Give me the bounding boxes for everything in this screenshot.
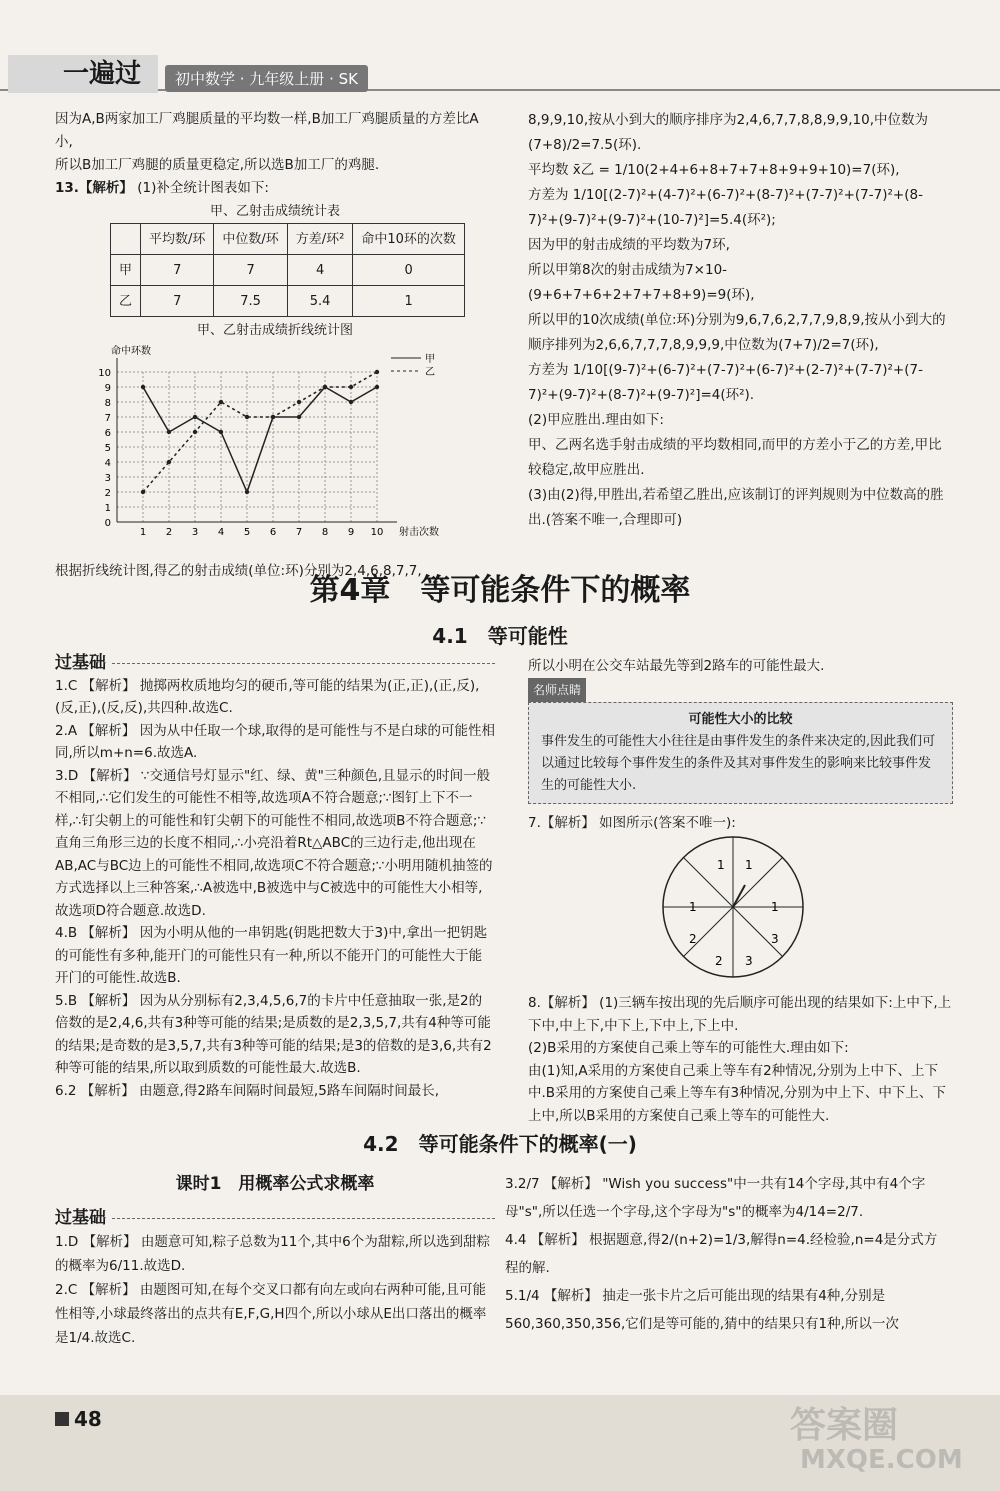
page-header: [0, 55, 1000, 97]
answer-item: 1.D 【解析】 由题意可知,粽子总数为11个,其中6个为甜粽,所以选到甜粽的概率为6/11.故选D.: [55, 1234, 490, 1274]
answer-item: 3.2/7 【解析】 "Wish you success"中一共有14个字母,其中有4个字母"s",所以任选一个字母,这个字母为"s"的概率为4/14=2/7.: [505, 1176, 926, 1220]
practice-heading-label: 过基础: [55, 1208, 106, 1228]
x-tick-label: 3: [191, 527, 199, 538]
y-tick-label: 3: [104, 473, 111, 484]
data-point: [141, 490, 145, 494]
table-cell: 7: [141, 286, 214, 317]
answer-item: 5.1/4 【解析】 抽走一张卡片之后可能出现的结果有4种,分别是560,360,350,356,它们是等可能的,猜中的结果只有1种,所以一次: [505, 1288, 899, 1332]
section-4-2-right: [505, 1170, 950, 1338]
y-tick-label: 7: [104, 413, 111, 424]
data-point: [167, 460, 171, 464]
y-tick-label: 0: [104, 518, 111, 529]
solution-line: 方差为 1/10[(2-7)²+(4-7)²+(6-7)²+(8-7)²+(7-7)²+(7-7)²+(8-7)²+(9-7)²+(9-7)²+(10-7)²]=5.4(环²);: [528, 187, 923, 228]
legend-label: 甲: [425, 354, 435, 365]
chapter-title: 第4章 等可能条件下的概率: [309, 573, 691, 608]
answer-tag: 13.【解析】: [55, 180, 133, 196]
table-cell: 5.4: [287, 286, 353, 317]
solution-line: 甲、乙两名选手射击成绩的平均数相同,而甲的方差小于乙的方差,甲比较稳定,故甲应胜出.: [528, 437, 942, 478]
data-point: [297, 415, 301, 419]
x-tick-label: 6: [269, 527, 277, 538]
table-cell: 7.5: [214, 286, 287, 317]
sector-label: 1: [689, 899, 697, 914]
data-point: [245, 490, 249, 494]
question-text: (1)补全统计图表如下:: [137, 180, 269, 196]
y-tick-label: 5: [104, 443, 111, 454]
book-breadcrumb: 初中数学 · 九年级上册 · SK: [165, 65, 368, 92]
answer-item: 5.B 【解析】 因为从分别标有2,3,4,5,6,7的卡片中任意抽取一张,是2的倍数的是2,4,6,共有3种等可能的结果;是质数的是2,3,5,7,共有4种等可能的结果;是奇数的是3,5,7,共有3种等可能的结果;是3的倍数的是3,6,共有2种等可能的结果,所以取到质数的可能性最大.故选B.: [55, 992, 492, 1076]
solution-line: (3)由(2)得,甲胜出,若希望乙胜出,应该制订的评判规则为中位数高的胜出.(答案不唯一,合理即可): [528, 487, 944, 528]
answer-item: 2.C 【解析】 由题图可知,在每个交叉口都有向左或向右两种可能,且可能性相等,小球最终落出的点共有E,F,G,H四个,所以小球从E出口落出的概率是1/4.故选C.: [55, 1282, 487, 1346]
y-axis-label: 命中环数: [111, 346, 151, 357]
tip-title: 可能性大小的比较: [688, 712, 793, 727]
sector-label: 3: [745, 953, 753, 968]
answer-item: 由(1)知,A采用的方案使自己乘上等车有2种情况,分别为上中下、上下中.B采用的方案使自己乘上等车有3种情况,分别为中上下、中下上、下上中,所以B采用的方案使自己乘上等车的可能性大.: [528, 1062, 946, 1124]
x-tick-label: 4: [217, 527, 225, 538]
table-header-cell: 方差/环²: [287, 224, 353, 255]
spinner-diagram: [528, 835, 953, 985]
solution-line: (2)甲应胜出.理由如下:: [528, 412, 664, 428]
x-tick-label: 10: [370, 527, 384, 538]
answer-item: (2)B采用的方案使自己乘上等车的可能性大.理由如下:: [528, 1040, 849, 1056]
y-tick-label: 10: [98, 368, 111, 379]
legend-label: 乙: [425, 367, 435, 378]
answer-item: 3.D 【解析】 ∵交通信号灯显示"红、绿、黄"三种颜色,且显示的时间一般不相同,∴它们发生的可能性不相等,故选项A不符合题意;∵图钉上下不一样,∴钉尖朝上的可能性和钉尖朝下的可能性不相同,故选项B不符合题意;∵直角三角形三边的长度不相同,∴小亮沿着Rt△ABC的三边行走,他出现在AB,AC与BC边上的可能性不相同,故选项C不符合题意;∵小明用随机抽签的方式选择以上三种答案,∴A被选中,B被选中与C被选中的可能性大小相等,故选项D符合题意.故选D.: [55, 767, 493, 919]
section-title-4-1: 4.1 等可能性: [432, 624, 568, 648]
sector-label: 1: [745, 857, 753, 872]
x-axis-label: 射击次数: [399, 527, 439, 538]
spinner-pointer: [733, 885, 745, 907]
data-point: [349, 385, 353, 389]
data-point: [193, 430, 197, 434]
sector-label: 1: [771, 899, 779, 914]
data-point: [141, 385, 145, 389]
sector-label: 1: [717, 857, 725, 872]
data-point: [219, 430, 223, 434]
x-tick-label: 1: [139, 527, 147, 538]
x-tick-label: 7: [295, 527, 303, 538]
practice-heading: [55, 652, 495, 675]
tip-label: 名师点睛: [528, 678, 586, 703]
x-tick-label: 2: [165, 527, 173, 538]
tip-text: 事件发生的可能性大小往往是由事件发生的条件来决定的,因此我们可以通过比较每个事件发生的条件及其对事件发生的影响来比较事件发生的可能性大小.: [541, 734, 936, 793]
right-top-column: [528, 108, 953, 533]
tip-box: [528, 702, 953, 804]
x-tick-label: 8: [321, 527, 329, 538]
table-cell: 4: [287, 255, 353, 286]
solution-line: 所以甲第8次的射击成绩为7×10-(9+6+7+6+2+7+7+8+9)=9(环),: [528, 262, 755, 303]
table-header-cell: 命中10环的次数: [353, 224, 465, 255]
table-cell: 7: [214, 255, 287, 286]
book-logo: 一遍过: [8, 55, 158, 93]
solution-line: 方差为 1/10[(9-7)²+(6-7)²+(7-7)²+(6-7)²+(2-7)²+(7-7)²+(7-7)²+(9-7)²+(8-7)²+(9-7)²]=4(环²).: [528, 362, 923, 403]
chart-caption: 甲、乙射击成绩折线统计图: [196, 323, 353, 338]
x-tick-label: 9: [347, 527, 355, 538]
y-tick-label: 1: [104, 503, 111, 514]
table-cell: 1: [353, 286, 465, 317]
watermark-logo: 答案圈: [790, 1405, 899, 1446]
table-cell: 0: [353, 255, 465, 286]
section-4-1-right: [528, 655, 953, 1127]
solution-line: 8,9,9,10,按从小到大的顺序排序为2,4,6,7,7,8,8,9,9,10,中位数为(7+8)/2=7.5(环).: [528, 112, 929, 153]
y-tick-label: 2: [104, 488, 111, 499]
table-caption: 甲、乙射击成绩统计表: [209, 204, 340, 219]
solution-line: 平均数 x̄乙 = 1/10(2+4+6+8+7+7+8+9+9+10)=7(环),: [528, 162, 900, 178]
lesson-title: 课时1 用概率公式求概率: [175, 1174, 375, 1194]
section-4-1-left: [55, 652, 495, 1102]
question-13: [55, 177, 495, 200]
answer-item: 1.C 【解析】 抛掷两枚质地均匀的硬币,等可能的结果为(正,正),(正,反),(反,正),(反,反),共四种.故选C.: [55, 677, 480, 716]
y-tick-label: 6: [104, 428, 111, 439]
paragraph: 所以小明在公交车站最先等到2路车的可能性最大.: [528, 658, 825, 674]
data-point: [193, 415, 197, 419]
line-chart: [55, 342, 495, 552]
table-cell: 乙: [111, 286, 141, 317]
data-point: [375, 385, 379, 389]
section-title-4-2: 4.2 等可能条件下的概率(一): [363, 1132, 637, 1156]
series-line: [143, 387, 377, 492]
sector-label: 2: [689, 931, 697, 946]
solution-line: 所以甲的10次成绩(单位:环)分别为9,6,7,6,2,7,7,9,8,9,按从小到大的顺序排列为2,6,6,7,7,7,8,9,9,9,中位数为(7+7)/2=7(环),: [528, 312, 946, 353]
heading-rule: [112, 663, 495, 664]
section-4-2-left: [55, 1172, 495, 1350]
table-header-row: [111, 224, 465, 255]
data-point: [271, 415, 275, 419]
x-tick-label: 5: [243, 527, 251, 538]
paragraph: 所以B加工厂鸡腿的质量更稳定,所以选B加工厂的鸡腿.: [55, 157, 380, 173]
sector-label: 3: [771, 931, 779, 946]
data-point: [245, 415, 249, 419]
page-footer: [0, 1395, 1000, 1491]
table-header-cell: 平均数/环: [141, 224, 214, 255]
table-cell: 甲: [111, 255, 141, 286]
table-header-cell: [111, 224, 141, 255]
data-point: [375, 370, 379, 374]
sector-label: 2: [715, 953, 723, 968]
answer-item: 4.4 【解析】 根据题意,得2/(n+2)=1/3,解得n=4.经检验,n=4是分式方程的解.: [505, 1232, 938, 1276]
answer-item: 6.2 【解析】 由题意,得2路车间隔时间最短,5路车间隔时间最长,: [55, 1082, 440, 1099]
left-top-column: [55, 108, 495, 583]
heading-rule: [112, 1218, 495, 1219]
answer-item: 2.A 【解析】 因为从中任取一个球,取得的是可能性与不是白球的可能性相同,所以m+n=6.故选A.: [55, 722, 495, 761]
practice-heading-label: 过基础: [55, 653, 106, 673]
data-point: [349, 400, 353, 404]
solution-line: 因为甲的射击成绩的平均数为7环,: [528, 237, 730, 253]
answer-item: 4.B 【解析】 因为小明从他的一串钥匙(钥匙把数大于3)中,拿出一把钥匙的可能性有多种,能开门的可能性只有一种,所以不能开门的可能性大于能开门的可能性.故选B.: [55, 925, 488, 986]
paragraph: 因为A,B两家加工厂鸡腿质量的平均数一样,B加工厂鸡腿质量的方差比A小,: [55, 111, 479, 150]
data-point: [323, 385, 327, 389]
table-header-cell: 中位数/环: [214, 224, 287, 255]
watermark-site: MXQE.COM: [800, 1445, 963, 1475]
score-table: [110, 223, 465, 317]
page-number: 48: [55, 1407, 102, 1431]
table-cell: 7: [141, 255, 214, 286]
data-point: [167, 430, 171, 434]
data-point: [297, 400, 301, 404]
answer-item: 7.【解析】 如图所示(答案不唯一):: [528, 815, 736, 831]
y-tick-label: 4: [104, 458, 111, 469]
table-row: [111, 255, 465, 286]
y-tick-label: 8: [104, 398, 111, 409]
paragraph: 根据折线统计图,得乙的射击成绩(单位:环)分别为2,4,6,8,7,7,: [55, 563, 422, 579]
y-tick-label: 9: [104, 383, 111, 394]
answer-item: 8.【解析】 (1)三辆车按出现的先后顺序可能出现的结果如下:上中下,上下中,中上下,中下上,下中上,下上中.: [528, 995, 952, 1034]
data-point: [219, 400, 223, 404]
practice-heading: [55, 1206, 495, 1230]
table-row: [111, 286, 465, 317]
